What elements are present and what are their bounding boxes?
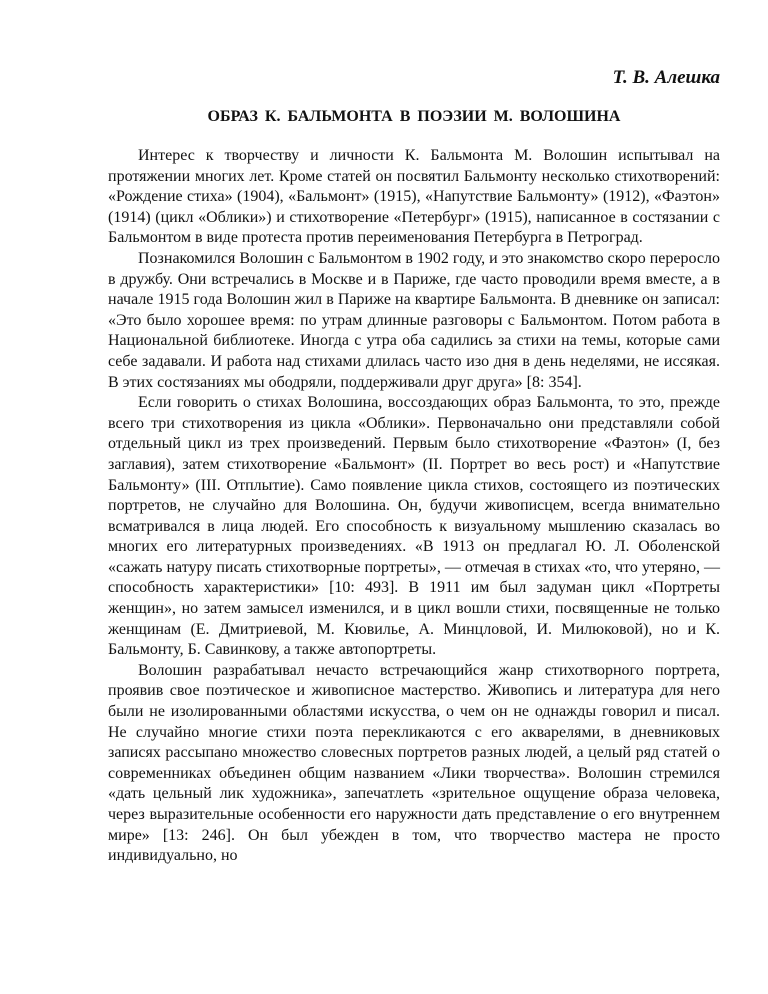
paragraph-1: Интерес к творчеству и личности К. Бальмонта М. Волошин испытывал на протяжении многих лет. Кроме статей он посвятил Бальмонту несколько стихотворений: «Рождение стиха» (1904), «Бальмонт» (1915), «Напутствие Бальмонту» (1912), «Фаэтон» (1914) (цикл «Облики») и стихотворение «Петербург» (1915), написанное в состязании с Бальмонтом в виде протеста против переименования Петербурга в Петроград. (108, 147, 720, 247)
article-title: ОБРАЗ К. БАЛЬМОНТА В ПОЭЗИИ М. ВОЛОШИНА (207, 108, 621, 125)
paragraph-2: Познакомился Волошин с Бальмонтом в 1902 году, и это знакомство скоро переросло в дружбу. Они встречались в Москве и в Париже, где часто проводили время вместе, а в начале 1915 года Волошин жил в Париже на квартире Бальмонта. В дневнике он записал: «Это было хорошее время: по утрам длинные разговоры с Бальмонтом. Потом работа в Национальной библиотеке. Иногда с утра оба садились за стихи на темы, которые сами себе задавали. И работа над стихами длилась часто изо дня в день неделями, не иссякая. В этих состязаниях мы ободряли, поддерживали друг друга» [8: 354]. (108, 249, 720, 391)
article-body (108, 146, 720, 867)
paragraph-4: Волошин разрабатывал нечасто встречающийся жанр стихотворного портрета, проявив свое поэтическое и живописное мастерство. Живопись и литература для него были не изолированными областями искусства, о чем он не однажды говорил и писал. Не случайно многие стихи поэта перекликаются с его акварелями, в дневниковых записях рассыпано множество словесных портретов разных людей, а целый ряд статей о современниках объединен общим названием «Лики творчества». Волошин стремился «дать цельный лик художника», запечатлеть «зрительное ощущение образа человека, через выразительные особенности его наружности дать представление о его внутреннем мире» [13: 246]. Он был убежден в том, что творчество мастера не просто индивидуально, но (108, 661, 720, 865)
article-author: Т. В. Алешка (612, 67, 720, 88)
paragraph-3: Если говорить о стихах Волошина, воссоздающих образ Бальмонта, то это, прежде всего три стихотворения из цикла «Облики». Первоначально они представляли собой отдельный цикл из трех произведений. Первым было стихотворение «Фаэтон» (I, без заглавия), затем стихотворение «Бальмонт» (II. Портрет во весь рост) и «Напутствие Бальмонту» (III. Отплытие). Само появление цикла стихов, состоящего из поэтических портретов, не случайно для Волошина. Он, будучи живописцем, всегда внимательно всматривался в лица людей. Его способность к визуальному мышлению сказалась во многих его литературных произведениях. «В 1913 он предлагал Ю. Л. Оболенской «сажать натуру писать стихотворные портреты», — отмечая в стихах «то, что утеряно, — способность характеристики» [10: 493]. В 1911 им был задуман цикл «Портреты женщин», но затем замысел изменился, и в цикл вошли стихи, посвященные не только женщинам (Е. Дмитриевой, М. Кювилье, А. Минцловой, И. Милюковой), но и К. Бальмонту, Б. Савинкову, а также автопортреты. (108, 394, 720, 659)
